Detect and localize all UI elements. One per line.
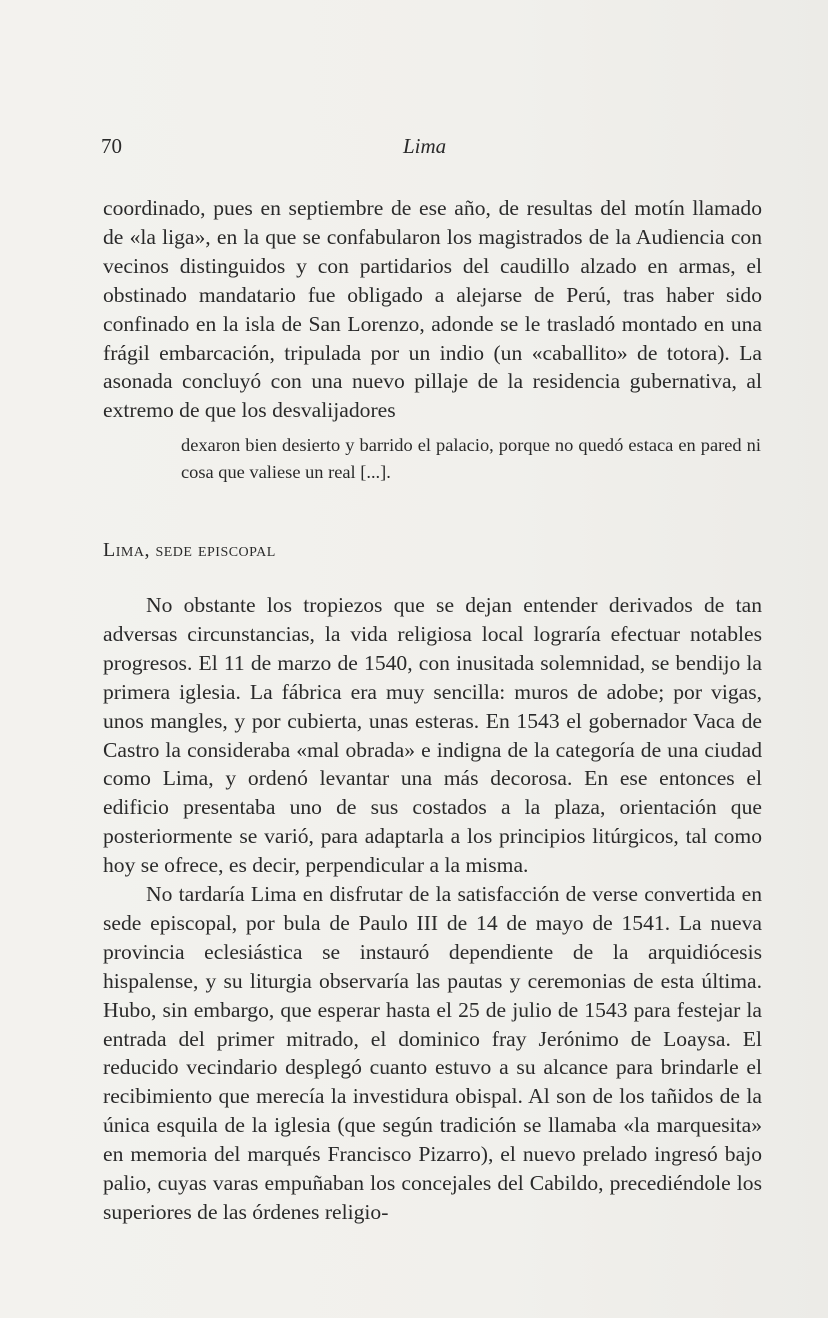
- paragraph-2: No obstante los tropiezos que se dejan entender derivados de tan adversas circunstancias, la vida religiosa local lograría efectuar notables progresos. El 11 de marzo de 1540, con inusitada solemnidad, se bendijo la primera iglesia. La fábrica era muy sencilla: muros de adobe; por vigas, unos mangles, y por cubierta, unas esteras. En 1543 el gobernador Vaca de Castro la consideraba «mal obrada» e indigna de la categoría de una ciudad como Lima, y ordenó levantar una más decorosa. En ese entonces el edificio presentaba uno de sus costados a la plaza, orientación que posteriormente se varió, para adaptarla a los principios litúrgicos, tal como hoy se ofrece, es decir, perpendicular a la misma.: [103, 593, 762, 878]
- running-title: Lima: [403, 134, 447, 158]
- block-quote: dexaron bien desierto y barrido el palacio, porque no quedó estaca en pared ni cosa que valiese un real [...].: [181, 435, 761, 482]
- page-number: 70: [101, 134, 122, 158]
- paragraph-3: No tardaría Lima en disfrutar de la satisfacción de verse convertida en sede episcopal, por bula de Paulo III de 14 de mayo de 1541. La nueva provincia eclesiástica se instauró dependiente de la arquidiócesis hispalense, y su liturgia observaría las pautas y ceremonias de esta última. Hubo, sin embargo, que esperar hasta el 25 de julio de 1543 para festejar la entrada del primer mitrado, el dominico fray Jerónimo de Loaysa. El reducido vecindario desplegó cuanto estuvo a su alcance para brindarle el recibimiento que merecía la investidura obispal. Al son de los tañidos de la única esquila de la iglesia (que según tradición se llamaba «la marquesita» en memoria del marqués Francisco Pizarro), el nuevo prelado ingresó bajo palio, cuyas varas empuñaban los concejales del Cabildo, precediéndole los superiores de las órdenes religio-: [103, 882, 762, 1224]
- page-header: [101, 134, 761, 164]
- paragraph-1: coordinado, pues en septiembre de ese año, de resultas del motín llamado de «la liga», en la que se confabularon los magistrados de la Audiencia con vecinos distinguidos y con partidarios del caudillo alzado en armas, el obstinado mandatario fue obligado a alejarse de Perú, tras haber sido confinado en la isla de San Lorenzo, adonde se le trasladó montado en una frágil embarcación, tripulada por un indio (un «caballito» de totora). La asonada concluyó con una nuevo pillaje de la residencia gubernativa, al extremo de que los desvalijadores: [103, 196, 762, 423]
- section-heading: Lima, sede episcopal: [103, 539, 276, 561]
